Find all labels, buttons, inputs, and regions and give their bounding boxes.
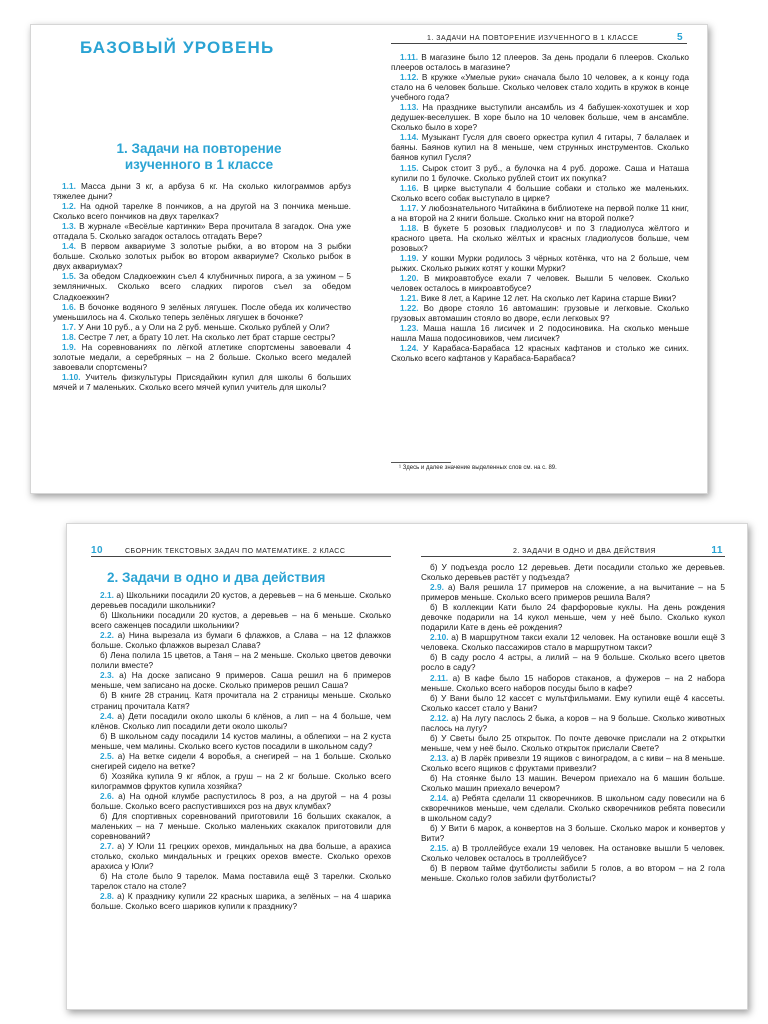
problem-number: 1.22. (400, 303, 419, 314)
problem-item (391, 132, 689, 162)
problem-number: 2.6. (100, 790, 114, 801)
problem-text: а) Валя решила 17 примеров на сложение, а на вычитание – на 5 примеров меньше. Сколько всего примеров решила Валя? (421, 582, 725, 603)
running-head-text: 1. ЗАДАЧИ НА ПОВТОРЕНИЕ ИЗУЧЕННОГО В 1 КЛАССЕ (427, 35, 639, 42)
problem-text: В букете 5 розовых гладиолусов¹ и по 3 гладиолуса жёлтого и красного цвета. На сколько жёлтых и красных гладиолусов больше, чем розовых? (391, 222, 689, 253)
section-title-line1: 1. Задачи на повторение (116, 141, 282, 156)
problem-number: 1.13. (400, 102, 419, 113)
problem-text: б) У Вани было 12 кассет с мультфильмами. Ему купили ещё 4 кассеты. Сколько кассет стало у Вани? (421, 692, 725, 713)
problem-number: 2.7. (100, 841, 114, 852)
problem-number: 1.18. (400, 222, 419, 233)
problem-number: 2.1. (100, 590, 114, 600)
problem-text: а) Ребята сделали 11 скворечников. В школьном саду повесили на 6 скворечников меньше, чем сделали. Сколько скворечников ребята повесили в школьном саду? (421, 793, 725, 824)
running-head-left-text: СБОРНИК ТЕКСТОВЫХ ЗАДАЧ ПО МАТЕМАТИКЕ. 2 КЛАСС (125, 548, 346, 555)
problem-text: На празднике выступили ансамбль из 4 бабушек-хохотушек и хор дедушек-веселушек. В хоре было на 10 человек больше, чем в ансамбле. Сколько было в хоре? (391, 102, 689, 133)
problem-text: б) На столе было 9 тарелок. Мама поставила ещё 3 тарелки. Сколько тарелок стало на столе? (91, 871, 391, 892)
problem-item (391, 273, 689, 293)
problem-number: 1.15. (400, 162, 419, 173)
problem-item (391, 203, 689, 223)
problem-item (421, 713, 725, 733)
problem-text: б) В книге 28 страниц. Катя прочитала на 2 страницы меньше. Сколько страниц прочитала Катя? (91, 690, 391, 711)
problem-text: а) В маршрутном такси ехали 12 человек. На остановке вошли ещё 3 человека. Сколько пассажиров стало в маршрутном такси? (421, 632, 725, 653)
problem-item (421, 632, 725, 652)
problem-text: а) В ларёк привезли 19 ящиков с виноградом, а с киви – на 8 меньше. Сколько всего ящиков с фруктами привезли? (421, 752, 726, 773)
section-title-2: 2. Задачи в одно и два действия (107, 570, 326, 585)
section-title-line2: изученного в 1 классе (124, 157, 274, 172)
problem-item (391, 293, 689, 303)
problem-item (91, 791, 391, 811)
running-head-left (91, 545, 391, 557)
problem-text: б) Хозяйка купила 9 кг яблок, а груш – на 2 кг больше. Сколько всего килограммов фруктов купила хозяйка? (91, 770, 391, 791)
problem-number: 1.8. (62, 331, 76, 342)
problem-item (391, 303, 689, 323)
problem-item (421, 602, 725, 632)
problem-number: 1.5. (62, 271, 76, 282)
problem-text: Масса дыни 3 кг, а арбуза 6 кг. На сколько килограммов арбуз тяжелее дыни? (53, 181, 352, 202)
problem-number: 1.6. (62, 301, 76, 312)
problem-item (421, 773, 725, 793)
problem-number: 2.10. (430, 632, 449, 643)
spread-pages-4-5 (30, 24, 708, 494)
problem-text: а) Нина вырезала из бумаги 6 флажков, а Слава – на 12 флажков больше. Сколько флажков вырезал Слава? (91, 630, 392, 651)
problem-item (53, 221, 351, 241)
problem-item (421, 673, 725, 693)
problem-item (391, 223, 689, 253)
problem-number: 2.3. (100, 670, 114, 681)
problem-number: 1.23. (400, 323, 419, 334)
problem-text: В магазине было 12 плееров. За день продали 6 плееров. Сколько плееров осталось в магазине? (391, 52, 689, 73)
problem-item (91, 711, 391, 731)
problem-item (91, 891, 391, 911)
problem-item (421, 733, 725, 753)
problem-text: а) На лугу паслось 2 быка, а коров – на 9 больше. Сколько животных паслось на лугу? (421, 712, 726, 733)
problem-text: а) На ветке сидели 4 воробья, а снегирей – на 1 больше. Сколько снегирей сидело на ветке? (91, 750, 391, 771)
footnote-rule (391, 462, 451, 463)
problem-text: Учитель физкультуры Присядайкин купил для школы 6 больших мячей и 7 маленьких. Сколько всего мячей купил учитель для школы? (53, 371, 352, 392)
problem-text: В бочонке водяного 9 зелёных лягушек. После обеда их количество уменьшилось на 4. Сколько теперь зелёных лягушек в бочонке? (53, 301, 351, 322)
problem-number: 2.11. (430, 672, 449, 683)
problem-number: 2.8. (100, 891, 114, 902)
problem-text: В цирке выступали 4 большие собаки и столько же маленьких. Сколько всего собак выступало в цирке? (391, 182, 689, 203)
problem-text: б) У Светы было 25 открыток. По почте девочке прислали на 2 открытки меньше, чем у неё было. Сколько открыток прислали Свете? (421, 732, 725, 753)
problem-text: У кошки Мурки родилось 3 чёрных котёнка, что на 2 больше, чем рыжих. Сколько рыжих котят у кошки Мурки? (391, 252, 689, 273)
problem-text: а) К празднику купили 22 красных шарика, а зелёных – на 4 шарика больше. Сколько всего шариков купили к празднику? (91, 891, 391, 912)
problem-item (391, 253, 689, 273)
problem-text: а) Дети посадили около школы 6 клёнов, а лип – на 4 больше, чем клёнов. Сколько лип посадили дети около школы? (91, 710, 391, 731)
page-5 (369, 25, 707, 493)
problem-text: а) Школьники посадили 20 кустов, а деревьев – на 6 меньше. Сколько деревьев посадили школьники? (91, 590, 392, 611)
problem-item (421, 693, 725, 713)
problem-number: 1.7. (62, 321, 76, 332)
problem-text: а) У Юли 11 грецких орехов, миндальных на два больше, а арахиса столько, сколько миндальных и грецких орехов вместе. Сколько орехов арахиса у Юли? (91, 841, 391, 872)
problem-number: 1.4. (62, 241, 76, 252)
problem-number: 2.14. (430, 793, 449, 804)
problem-text: б) Для спортивных соревнований приготовили 16 больших скакалок, а маленьких – на 7 меньше. Сколько маленьких скакалок приготовили для соревнований? (91, 811, 391, 842)
problem-number: 2.5. (100, 750, 114, 761)
problem-number: 1.1. (62, 181, 76, 191)
problem-number: 1.9. (62, 341, 76, 352)
problem-text: а) На одной клумбе распустилось 8 роз, а на другой – на 4 розы больше. Сколько всего распустившихся роз на двух клумбах? (91, 790, 391, 811)
problem-item (421, 562, 725, 582)
problem-number: 2.2. (100, 630, 114, 641)
problem-text: В журнале «Весёлые картинки» Вера прочитала 8 загадок. Она уже отгадала 5. Сколько загадок осталось отгадать Вере? (53, 221, 351, 242)
problem-text: б) В школьном саду посадили 14 кустов малины, а облепихи – на 2 куста меньше, чем малины. Сколько всего кустов посадили в школьном саду? (91, 730, 391, 751)
page-10 (67, 524, 407, 1009)
problem-item (53, 181, 351, 201)
page-4 (31, 25, 369, 493)
problem-text: б) Школьники посадили 20 кустов, а деревьев – на 6 меньше. Сколько всего саженцев посадили школьники? (91, 610, 391, 631)
problem-text: а) В троллейбусе ехали 19 человек. На остановке вышли 5 человек. Сколько человек осталось в троллейбусе? (421, 843, 725, 864)
problem-number: 2.13. (430, 752, 449, 763)
problem-number: 1.17. (400, 202, 419, 213)
problem-item (53, 342, 351, 372)
problem-list-right-2 (421, 562, 725, 884)
problem-item (91, 811, 391, 841)
problem-item (91, 841, 391, 871)
problem-item (391, 52, 689, 72)
problem-item (391, 183, 689, 203)
problem-number: 1.24. (400, 343, 419, 354)
page-11 (407, 524, 747, 1009)
problem-item (421, 753, 725, 773)
problem-item (53, 322, 351, 332)
problem-item (91, 751, 391, 771)
problem-text: Маша нашла 16 лисичек и 2 подосиновика. На сколько меньше нашла Маша подосиновиков, чем лисичек? (391, 323, 689, 344)
spread-pages-10-11 (66, 523, 748, 1010)
problem-text: б) На стоянке было 13 машин. Вечером приехало на 6 машин больше. Сколько машин приехало вечером? (421, 772, 725, 794)
problem-list-left-2 (91, 590, 391, 912)
page-number: 5 (676, 32, 683, 43)
problem-text: У любознательного Читайкина в библиотеке на первой полке 11 книг, а на второй на 2 книги больше. Сколько книг на второй полке? (391, 202, 689, 223)
footnote: ¹ Здесь и далее значение выделенных слов см. на с. 89. (399, 465, 557, 471)
problem-text: б) В первом тайме футболисты забили 5 голов, а во втором – на 2 гола меньше. Сколько голов забили футболисты? (421, 863, 725, 884)
problem-text: На соревнованиях по лёгкой атлетике спортсмены завоевали 4 золотые медали, а серебряных – на 2 больше. Сколько всего медалей завоевали спортсмены? (53, 341, 352, 372)
problem-item (91, 731, 391, 751)
problem-text: В микроавтобусе ехали 7 человек. Вышли 5 человек. Сколько человек осталось в микроавтобусе? (391, 273, 690, 294)
problem-number: 1.12. (400, 72, 419, 83)
problem-number: 1.20. (400, 273, 419, 284)
section-title (61, 141, 337, 173)
problem-item (91, 650, 391, 670)
problem-number: 1.2. (62, 201, 76, 212)
problem-number: 1.10. (62, 371, 81, 382)
problem-text: а) В кафе было 15 наборов стаканов, а фужеров – на 2 набора меньше. Сколько всего наборов посуды было в кафе? (421, 672, 725, 693)
problem-item (53, 271, 351, 301)
problem-text: Сырок стоит 3 руб., а булочка на 4 руб. дороже. Саша и Наташа купили по 1 булочке. Сколько рублей стоит их покупка? (391, 162, 690, 183)
problem-number: 1.21. (400, 293, 419, 304)
problem-text: а) На доске записано 9 примеров. Саша решил на 6 примеров меньше, чем записано на доске. Сколько примеров решил Саша? (91, 670, 392, 691)
problem-item (421, 863, 725, 883)
level-title: БАЗОВЫЙ УРОВЕНЬ (80, 38, 275, 57)
problem-text: Сестре 7 лет, а брату 10 лет. На сколько лет брат старше сестры? (78, 331, 336, 342)
problem-number: 1.11. (400, 52, 419, 62)
problem-item (91, 690, 391, 710)
page-number-left: 10 (91, 545, 104, 556)
problem-text: б) Лена полила 15 цветов, а Таня – на 2 меньше. Сколько цветов девочки полили вместе? (91, 650, 391, 671)
problem-item (421, 582, 725, 602)
problem-text: На одной тарелке 8 пончиков, а на другой на 3 пончика меньше. Сколько всего пончиков на двух тарелках? (53, 201, 351, 222)
problem-number: 2.12. (430, 712, 449, 723)
problem-text: б) В саду росло 4 астры, а лилий – на 9 больше. Сколько всего цветов росло в саду? (421, 652, 725, 673)
problem-number: 2.15. (430, 843, 449, 854)
problem-number: 2.4. (100, 710, 114, 721)
problem-item (421, 843, 725, 863)
problem-text: У Карабаса-Барабаса 12 красных кафтанов и столько же синих. Сколько всего кафтанов у Карабаса-Барабаса? (391, 343, 689, 364)
problem-text: У Ани 10 руб., а у Оли на 2 руб. меньше. Сколько рублей у Оли? (78, 321, 330, 332)
problem-item (91, 630, 391, 650)
problem-list-right (391, 52, 689, 363)
problem-list-left (53, 181, 351, 392)
problem-text: Музыкант Гусля для своего оркестра купил 4 гитары, 7 балалаек и баяны. Баянов купил на 8 меньше, чем струнных инструментов. Сколько баянов купил Гусля? (391, 132, 689, 163)
problem-item (391, 163, 689, 183)
problem-text: б) В коллекции Кати было 24 фарфоровые куклы. На день рождения девочке подарили на 14 кукол меньше, чем у неё было. Сколько кукол подарили Кате в день её рождения? (421, 602, 725, 633)
problem-text: Во дворе стояло 16 автомашин: грузовые и легковые. Сколько грузовых автомашин стояло во дворе, если легковых 9? (391, 303, 690, 324)
running-head-right-text: 2. ЗАДАЧИ В ОДНО И ДВА ДЕЙСТВИЯ (513, 548, 657, 555)
problem-item (391, 72, 689, 102)
page-number-right: 11 (711, 545, 723, 556)
running-head (391, 32, 687, 44)
problem-item (91, 670, 391, 690)
problem-item (53, 302, 351, 322)
problem-item (53, 332, 351, 342)
problem-item (391, 323, 689, 343)
problem-text: Вике 8 лет, а Карине 12 лет. На сколько лет Карина старше Вики? (420, 293, 677, 304)
problem-number: 2.9. (430, 582, 444, 593)
problem-text: б) У Вити 6 марок, а конвертов на 3 больше. Сколько марок и конвертов у Вити? (421, 823, 725, 844)
problem-text: В кружке «Умелые руки» сначала было 10 человек, а к концу года стало на 6 человек больше. Сколько человек стало ходить в кружок в конце учебного года? (391, 72, 690, 103)
problem-item (53, 372, 351, 392)
problem-number: 1.19. (400, 252, 419, 263)
problem-text: За обедом Сладкоежкин съел 4 клубничных пирога, а за ужином – 5 земляничных. Сколько всего сладких пирогов съел за обедом Сладкоежкин? (53, 271, 351, 302)
running-head-right (421, 545, 725, 557)
problem-item (391, 102, 689, 132)
problem-item (421, 652, 725, 672)
problem-item (91, 771, 391, 791)
problem-item (391, 343, 689, 363)
problem-item (421, 823, 725, 843)
problem-number: 1.14. (400, 132, 419, 143)
problem-text: В первом аквариуме 3 золотые рыбки, а во втором на 3 рыбки больше. Сколько золотых рыбок во втором аквариуме? Сколько рыбок в двух аквариумах? (53, 241, 351, 272)
problem-item (91, 590, 391, 610)
problem-item (53, 241, 351, 271)
problem-item (91, 871, 391, 891)
problem-item (421, 793, 725, 823)
problem-number: 1.16. (400, 182, 419, 193)
problem-item (91, 610, 391, 630)
problem-item (53, 201, 351, 221)
problem-number: 1.3. (62, 221, 76, 232)
problem-text: б) У подъезда росло 12 деревьев. Дети посадили столько же деревьев. Сколько деревьев растёт у подъезда? (421, 562, 725, 583)
